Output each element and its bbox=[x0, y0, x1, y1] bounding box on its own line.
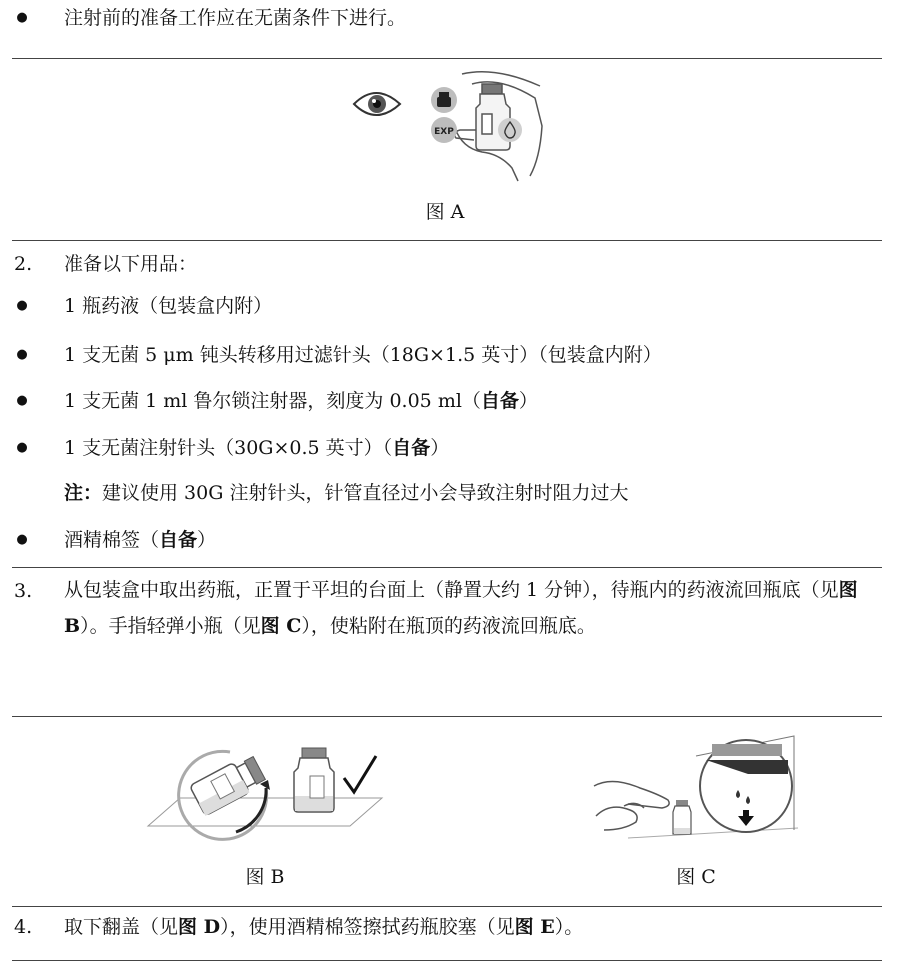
note-text: 建议使用 30G 注射针头，针管直径过小会导致注射时阻力过大 bbox=[102, 482, 629, 504]
checkmark-icon bbox=[344, 756, 376, 792]
note-label: 注： bbox=[64, 482, 103, 504]
supply-item-text: 1 支无菌 5 μm 钝头转移用过滤针头（18G×1.5 英寸）（包装盒内附） bbox=[64, 344, 662, 366]
step-4-text: 取下翻盖（见图 D），使用酒精棉签擦拭药瓶胶塞（见图 E）。 bbox=[64, 916, 584, 938]
figure-b-illustration bbox=[140, 730, 390, 840]
supply-item-text: 1 瓶药液（包装盒内附） bbox=[64, 295, 273, 317]
supply-item-text: 1 支无菌注射针头（30G×0.5 英寸）（自备） bbox=[64, 437, 450, 459]
supply-item-text: 1 支无菌 1 ml 鲁尔锁注射器，刻度为 0.05 ml（自备） bbox=[64, 390, 538, 412]
vial-top-zoom-icon bbox=[696, 736, 794, 832]
step-title: 准备以下用品： bbox=[64, 253, 198, 275]
eye-icon bbox=[354, 93, 400, 115]
supply-item bbox=[0, 340, 910, 370]
step-number: 2. bbox=[14, 253, 33, 275]
supply-item bbox=[0, 433, 910, 463]
divider bbox=[12, 240, 882, 241]
tilted-vial-icon bbox=[189, 753, 267, 816]
divider bbox=[12, 567, 882, 568]
step-number: 4. bbox=[14, 916, 33, 938]
self-supplied-label: 自备 bbox=[159, 529, 198, 551]
finger-flick-icon bbox=[594, 781, 669, 830]
figure-c-illustration bbox=[588, 730, 808, 860]
figure-b-caption: 图 B bbox=[245, 866, 285, 888]
vial-label-icon bbox=[431, 87, 457, 113]
supply-item-text: 酒精棉签（自备） bbox=[64, 529, 217, 551]
bullet-dot: ● bbox=[16, 10, 28, 25]
figure-a-illustration bbox=[350, 66, 560, 186]
upright-vial-icon bbox=[294, 748, 334, 812]
bullet-dot: ● bbox=[16, 347, 28, 362]
step-4-row bbox=[0, 912, 910, 942]
divider bbox=[12, 716, 882, 717]
note-row bbox=[0, 478, 910, 508]
intro-bullet-text: 注射前的准备工作应在无菌条件下进行。 bbox=[64, 7, 407, 29]
divider bbox=[12, 960, 882, 961]
intro-bullet-row bbox=[0, 3, 910, 33]
supply-item bbox=[0, 386, 910, 416]
step-3-text: 从包装盒中取出药瓶，正置于平坦的台面上（静置大约 1 分钟），待瓶内的药液流回瓶底（见图 B）。手指轻弹小瓶（见图 C），使粘附在瓶顶的药液流回瓶底。 bbox=[64, 579, 858, 637]
figure-c-caption: 图 C bbox=[676, 866, 716, 888]
supply-item bbox=[0, 525, 910, 555]
divider bbox=[12, 906, 882, 907]
hand-holding-vial-icon bbox=[455, 72, 542, 181]
liquid-drop-icon bbox=[498, 118, 522, 142]
bullet-dot: ● bbox=[16, 440, 28, 455]
bullet-dot: ● bbox=[16, 532, 28, 547]
supply-item bbox=[0, 291, 910, 321]
divider bbox=[12, 58, 882, 59]
bullet-dot: ● bbox=[16, 298, 28, 313]
self-supplied-label: 自备 bbox=[480, 390, 519, 412]
small-vial-icon bbox=[673, 800, 691, 834]
svg-text:EXP: EXP bbox=[434, 127, 454, 137]
figure-a-caption: 图 A bbox=[425, 201, 465, 223]
step-2-header bbox=[0, 249, 910, 279]
step-number: 3. bbox=[14, 580, 33, 602]
bullet-dot: ● bbox=[16, 393, 28, 408]
self-supplied-label: 自备 bbox=[392, 437, 431, 459]
expiry-date-icon bbox=[431, 117, 457, 143]
